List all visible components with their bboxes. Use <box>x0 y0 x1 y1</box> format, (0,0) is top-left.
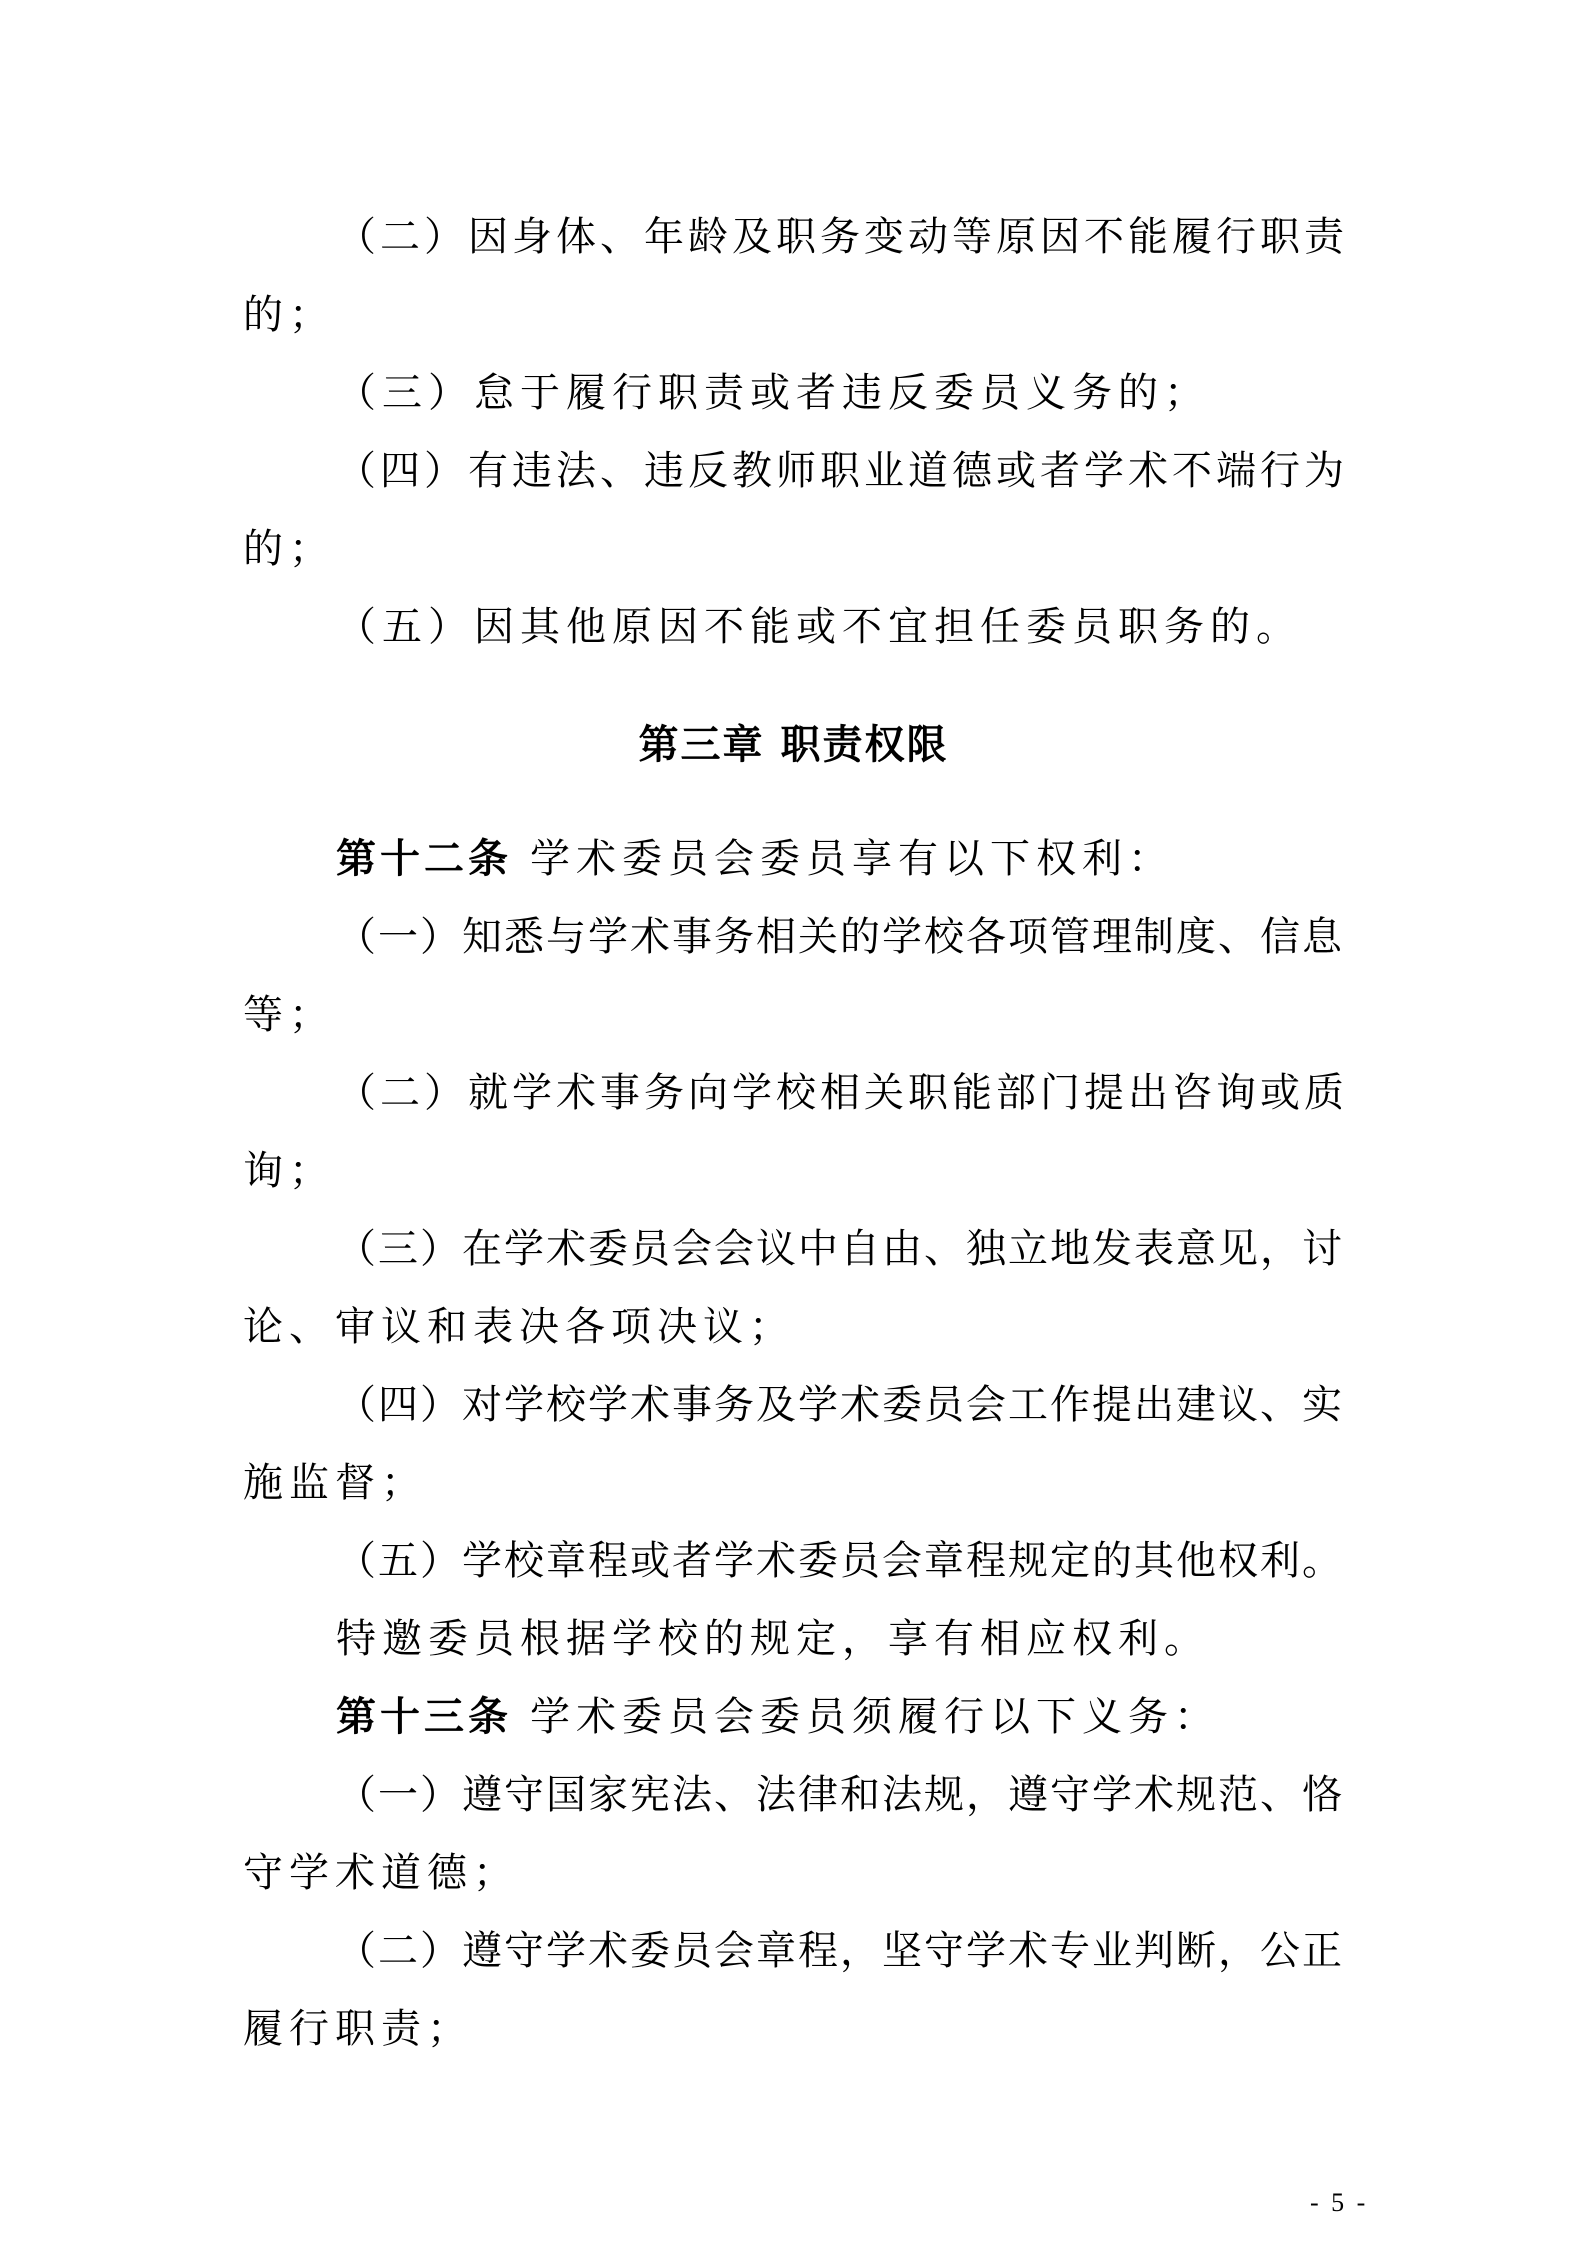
paragraph-line: 的； <box>243 292 335 338</box>
paragraph-line: （一）遵守国家宪法、法律和法规，遵守学术规范、恪 <box>336 1772 1344 1818</box>
article-12-intro: 学术委员会委员享有以下权利： <box>530 836 1174 882</box>
paragraph-line: （二）因身体、年龄及职务变动等原因不能履行职责 <box>336 214 1348 260</box>
paragraph-line: 特邀委员根据学校的规定，享有相应权利。 <box>336 1616 1210 1662</box>
paragraph-line: （三）在学术委员会会议中自由、独立地发表意见，讨 <box>336 1226 1344 1272</box>
paragraph-line: （一）知悉与学术事务相关的学校各项管理制度、信息 <box>336 914 1344 960</box>
paragraph-line: 守学术道德； <box>243 1850 519 1896</box>
article-12-heading <box>336 832 1174 886</box>
paragraph-line: 履行职责； <box>243 2006 473 2052</box>
paragraph-line: 施监督； <box>243 1460 427 1506</box>
article-13-intro: 学术委员会委员须履行以下义务： <box>530 1694 1220 1740</box>
chapter-title: 第三章 职责权限 <box>638 722 949 768</box>
paragraph-line: （四）有违法、违反教师职业道德或者学术不端行为 <box>336 448 1348 494</box>
paragraph-line: 询； <box>243 1148 335 1194</box>
paragraph-line: （五）因其他原因不能或不宜担任委员职务的。 <box>336 604 1302 650</box>
paragraph-line: （四）对学校学术事务及学术委员会工作提出建议、实 <box>336 1382 1344 1428</box>
article-12-label: 第十二条 <box>336 836 512 882</box>
page-number: - 5 - <box>1310 2188 1369 2217</box>
paragraph-line: （三）怠于履行职责或者违反委员义务的； <box>336 370 1210 416</box>
paragraph-line: （二）遵守学术委员会章程，坚守学术专业判断，公正 <box>336 1928 1344 1974</box>
paragraph-line: （五）学校章程或者学术委员会章程规定的其他权利。 <box>336 1538 1344 1584</box>
paragraph-line: 论、审议和表决各项决议； <box>243 1304 795 1350</box>
paragraph-line: 的； <box>243 526 335 572</box>
article-13-heading <box>336 1690 1220 1744</box>
article-13-label: 第十三条 <box>336 1694 512 1740</box>
paragraph-line: 等； <box>243 992 335 1038</box>
paragraph-line: （二）就学术事务向学校相关职能部门提出咨询或质 <box>336 1070 1348 1116</box>
